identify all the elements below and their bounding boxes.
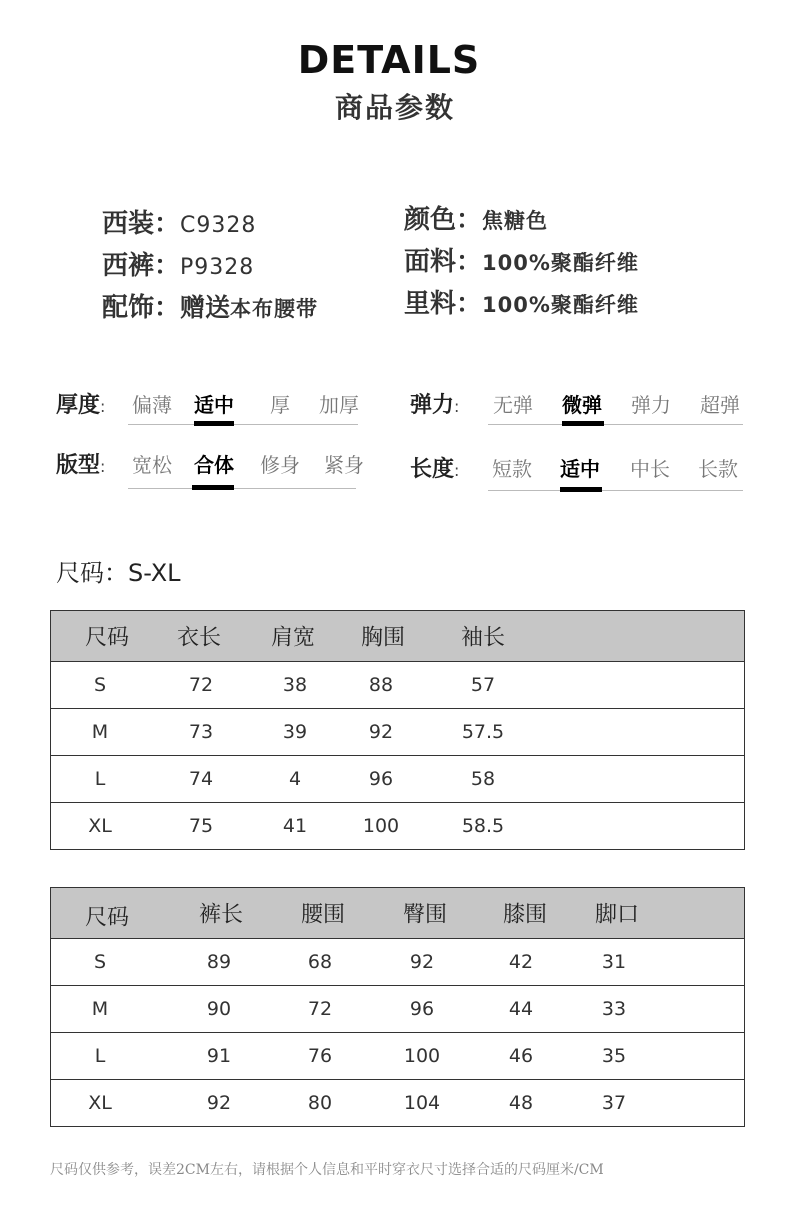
rating-fit-label: 版型: xyxy=(56,453,106,478)
table-cell: 72 xyxy=(307,998,333,1020)
rating-elasticity-label: 弹力: xyxy=(410,393,460,418)
spec-lining-value: 100%聚酯纤维 xyxy=(482,293,639,317)
table-cell: 76 xyxy=(307,1045,333,1067)
page-subtitle: 商品参数 xyxy=(334,91,455,124)
spec-fabric-value: 100%聚酯纤维 xyxy=(482,251,639,275)
table-cell: 100 xyxy=(362,815,400,837)
table-cell: 104 xyxy=(403,1092,441,1114)
table-cell: 88 xyxy=(368,674,394,696)
size-disclaimer-note: 尺码仅供参考，误差2CM左右，请根据个人信息和平时穿衣尺寸选择合适的尺码厘米/CM xyxy=(50,1162,604,1178)
rating-fit-option: 修身 xyxy=(260,453,300,477)
table-cell: 96 xyxy=(409,998,435,1020)
rating-fit-marker xyxy=(192,485,234,490)
pants-size-table xyxy=(50,887,745,1127)
table-cell: 57.5 xyxy=(461,721,505,743)
table-header-cell: 腰围 xyxy=(300,902,346,928)
table-row xyxy=(51,662,745,709)
rating-thickness-label: 厚度: xyxy=(56,393,106,418)
rating-length-marker xyxy=(560,487,602,492)
table-cell: S xyxy=(93,951,107,973)
table-header-cell: 袖长 xyxy=(460,625,506,651)
spec-color xyxy=(404,199,548,236)
jacket-size-table xyxy=(50,610,745,850)
table-row xyxy=(51,986,745,1033)
spec-fabric-label: 面料： xyxy=(404,247,483,277)
rating-elasticity-option: 无弹 xyxy=(493,393,533,417)
spec-accessory xyxy=(102,287,318,324)
table-cell: 33 xyxy=(601,998,627,1020)
rating-thickness-option: 厚 xyxy=(270,393,290,417)
table-cell: 72 xyxy=(188,674,214,696)
table-cell: 73 xyxy=(188,721,214,743)
spec-pants xyxy=(102,245,254,282)
spec-color-label: 颜色： xyxy=(404,205,483,235)
table-cell: 90 xyxy=(206,998,232,1020)
spec-accessory-value-a: 赠送 xyxy=(180,293,231,322)
table-header-cell: 脚口 xyxy=(594,902,640,928)
table-cell: 41 xyxy=(282,815,308,837)
rating-thickness-option: 偏薄 xyxy=(132,393,172,417)
table-cell: 58.5 xyxy=(461,815,505,837)
spec-suit xyxy=(102,203,256,240)
table-cell: XL xyxy=(88,1092,112,1114)
table-cell: M xyxy=(91,721,109,743)
table-header-row xyxy=(51,611,745,662)
table-cell: 75 xyxy=(188,815,214,837)
table-cell: 100 xyxy=(403,1045,441,1067)
table-cell: 46 xyxy=(508,1045,534,1067)
spec-suit-label: 西装： xyxy=(102,209,181,239)
table-cell: 68 xyxy=(307,951,333,973)
rating-fit-track xyxy=(128,488,356,489)
spec-pants-value: P9328 xyxy=(180,255,255,280)
table-row xyxy=(51,1080,745,1127)
table-cell: 44 xyxy=(508,998,534,1020)
rating-fit-option: 紧身 xyxy=(324,453,364,477)
table-cell: 58 xyxy=(470,768,496,790)
table-cell: 37 xyxy=(601,1092,627,1114)
table-header-cell: 肩宽 xyxy=(270,625,316,651)
table-header-cell: 裤长 xyxy=(198,902,244,928)
table-cell: 4 xyxy=(288,768,302,790)
table-cell: 89 xyxy=(206,951,232,973)
rating-length-option: 中长 xyxy=(630,457,670,481)
rating-elasticity-option: 弹力 xyxy=(631,393,671,417)
rating-elasticity-marker xyxy=(562,421,604,426)
rating-thickness-track xyxy=(128,424,358,425)
table-header-row xyxy=(51,888,745,939)
table-row xyxy=(51,709,745,756)
table-cell: 48 xyxy=(508,1092,534,1114)
table-row xyxy=(51,1033,745,1080)
table-cell: S xyxy=(93,674,107,696)
table-cell: 57 xyxy=(470,674,496,696)
table-row xyxy=(51,939,745,986)
spec-color-value: 焦糖色 xyxy=(482,209,549,233)
table-cell: 91 xyxy=(206,1045,232,1067)
rating-length-option: 短款 xyxy=(492,457,532,481)
table-cell: L xyxy=(94,768,106,790)
spec-fabric xyxy=(404,241,639,278)
table-cell: 92 xyxy=(368,721,394,743)
rating-thickness-option: 加厚 xyxy=(319,393,359,417)
rating-length-track xyxy=(488,490,743,491)
table-cell: 38 xyxy=(282,674,308,696)
size-range-title: 尺码：S-XL xyxy=(56,559,181,587)
table-cell: 39 xyxy=(282,721,308,743)
table-cell: 92 xyxy=(409,951,435,973)
rating-thickness-marker xyxy=(194,421,234,426)
table-cell: M xyxy=(91,998,109,1020)
table-row xyxy=(51,803,745,850)
rating-elasticity-track xyxy=(488,424,743,425)
rating-length-option-selected: 适中 xyxy=(560,457,600,481)
table-header-cell: 衣长 xyxy=(176,625,222,651)
page-title: DETAILS xyxy=(297,38,481,82)
table-cell: 92 xyxy=(206,1092,232,1114)
table-header-cell: 胸围 xyxy=(360,625,406,651)
table-cell: XL xyxy=(88,815,112,837)
table-cell: 35 xyxy=(601,1045,627,1067)
spec-suit-value: C9328 xyxy=(180,213,257,238)
table-header-cell: 尺码 xyxy=(84,625,130,651)
spec-accessory-label: 配饰： xyxy=(102,293,181,323)
spec-lining xyxy=(404,283,639,320)
table-header-cell: 臀围 xyxy=(402,902,448,928)
table-header-cell: 尺码 xyxy=(84,905,130,931)
rating-length-label: 长度: xyxy=(410,457,460,482)
rating-thickness-option-selected: 适中 xyxy=(194,393,234,417)
table-cell: 96 xyxy=(368,768,394,790)
table-cell: L xyxy=(94,1045,106,1067)
rating-elasticity-option: 超弹 xyxy=(700,393,740,417)
table-cell: 42 xyxy=(508,951,534,973)
rating-fit-option-selected: 合体 xyxy=(194,453,234,477)
spec-accessory-value-b: 本布腰带 xyxy=(230,297,319,321)
table-row xyxy=(51,756,745,803)
spec-pants-label: 西裤： xyxy=(102,251,181,281)
table-cell: 31 xyxy=(601,951,627,973)
rating-elasticity-option-selected: 微弹 xyxy=(562,393,602,417)
table-cell: 80 xyxy=(307,1092,333,1114)
table-cell: 74 xyxy=(188,768,214,790)
rating-length-option: 长款 xyxy=(698,457,738,481)
spec-lining-label: 里料： xyxy=(404,289,483,319)
table-header-cell: 膝围 xyxy=(502,902,548,928)
rating-fit-option: 宽松 xyxy=(132,453,172,477)
